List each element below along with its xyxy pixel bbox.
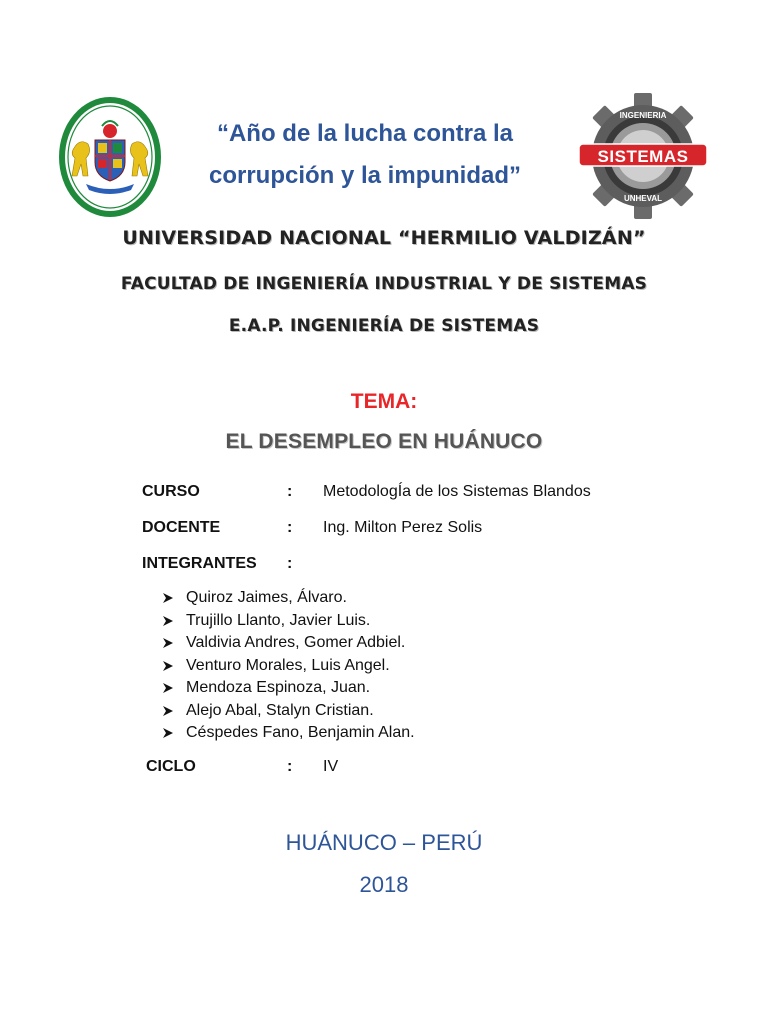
list-item [162, 677, 415, 700]
integrantes-label: INTEGRANTES [142, 555, 257, 572]
ciclo-label: CICLO [146, 758, 196, 775]
member-name: Valdivia Andres, Gomer Adbiel. [186, 634, 406, 651]
arrow-bullet-icon [162, 592, 174, 604]
topic-title: EL DESEMPLEO EN HUÁNUCO [225, 430, 543, 453]
year-motto-line-1: “Año de la lucha contra la [216, 120, 514, 147]
logo-sistemas-text: SISTEMAS [597, 147, 689, 166]
member-name: Venturo Morales, Luis Angel. [186, 656, 390, 674]
member-name: Céspedes Fano, Benjamin Alan. [186, 724, 415, 741]
curso-value: MetodologÍa de los Sistemas Blandos [323, 483, 591, 500]
tema-label: TEMA: [350, 390, 418, 413]
logo-ring-top-text: INGENIERIA [619, 111, 667, 120]
curso-colon: : [287, 483, 293, 500]
member-name: Quiroz Jaimes, Álvaro. [186, 589, 347, 606]
arrow-bullet-icon [162, 660, 174, 672]
docente-colon: : [287, 519, 293, 536]
document-year: 2018 [359, 872, 409, 897]
integrantes-colon: : [287, 555, 293, 572]
sistemas-gear-logo [578, 91, 708, 221]
member-name: Trujillo Llanto, Javier Luis. [186, 611, 371, 629]
city-country: HUÁNUCO – PERÚ [285, 830, 483, 855]
docente-label: DOCENTE [142, 519, 221, 536]
university-name: UNIVERSIDAD NACIONAL “HERMILIO VALDIZÁN” [122, 227, 646, 249]
list-item [162, 632, 415, 655]
arrow-bullet-icon [162, 615, 174, 627]
year-motto [150, 113, 580, 197]
list-item [162, 655, 415, 678]
faculty-name: FACULTAD DE INGENIERÍA INDUSTRIAL Y DE SISTEMAS [120, 274, 648, 294]
arrow-bullet-icon [162, 705, 174, 717]
ciclo-colon: : [287, 758, 293, 775]
list-item [162, 587, 415, 610]
school-name: E.A.P. INGENIERÍA DE SISTEMAS [228, 316, 540, 336]
list-item [162, 610, 415, 633]
member-name: Alejo Abal, Stalyn Cristian. [186, 701, 374, 719]
docente-value: Ing. Milton Perez Solis [323, 519, 483, 536]
university-seal-logo [58, 96, 162, 218]
curso-label: CURSO [142, 483, 200, 500]
logo-ring-bottom-text: UNHEVAL [623, 194, 663, 203]
member-name: Mendoza Espinoza, Juan. [186, 679, 371, 696]
integrantes-list [162, 587, 415, 745]
ciclo-value: IV [323, 758, 339, 775]
list-item [162, 700, 415, 723]
list-item [162, 722, 415, 745]
arrow-bullet-icon [162, 682, 174, 694]
arrow-bullet-icon [162, 727, 174, 739]
year-motto-line-2: corrupción y la impunidad” [208, 162, 522, 189]
arrow-bullet-icon [162, 637, 174, 649]
